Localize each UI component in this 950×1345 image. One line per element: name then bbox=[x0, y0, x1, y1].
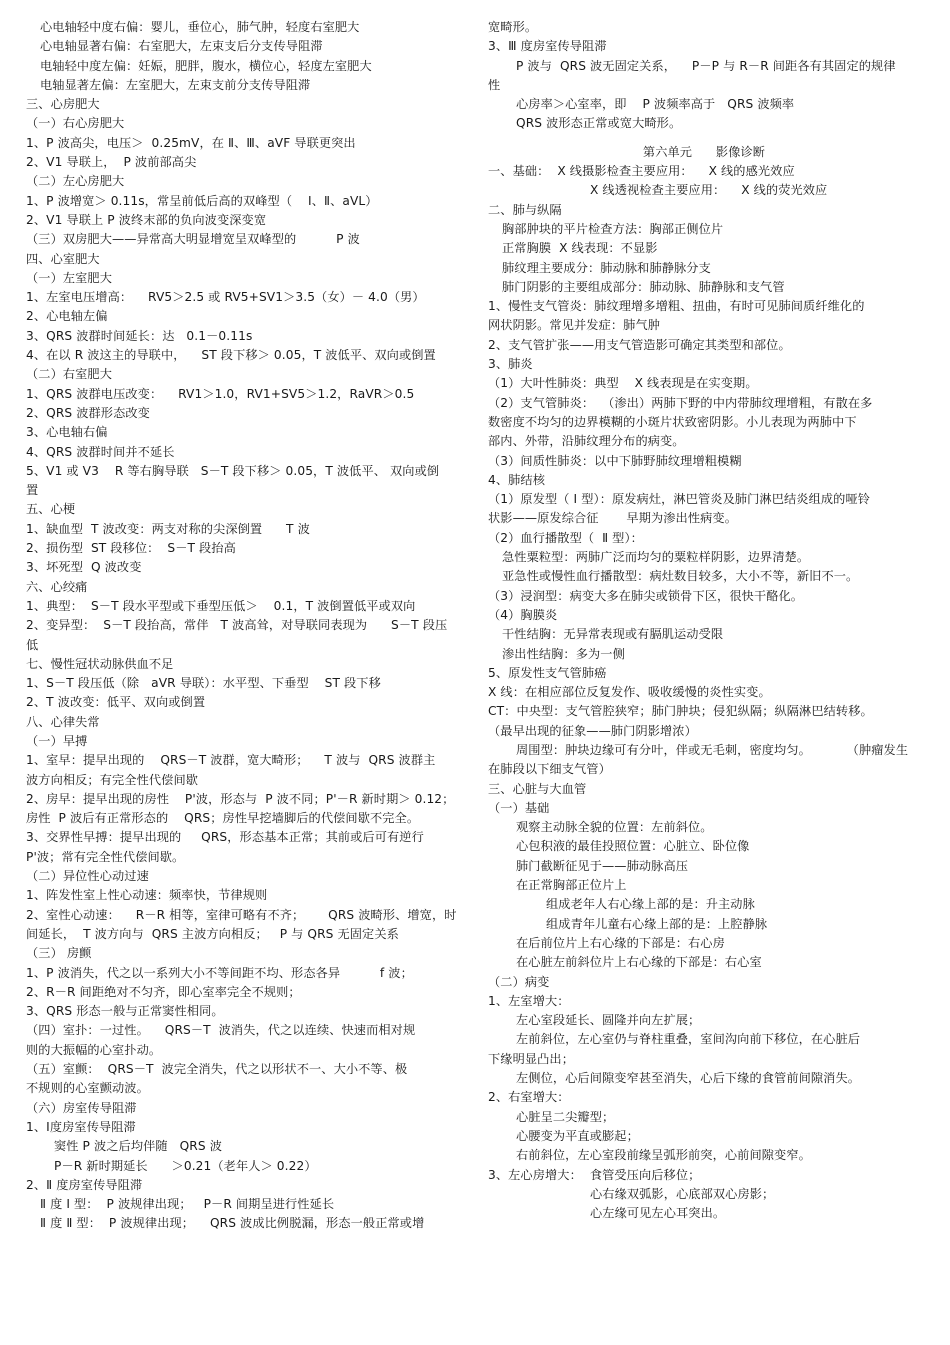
text-line: 3、心电轴右偏 bbox=[26, 425, 108, 440]
text-line: 三、心脏与大血管 bbox=[488, 781, 587, 796]
text-line: 亚急性或慢性血行播散型：病灶数目较多，大小不等，新旧不一。 bbox=[502, 569, 859, 584]
text-line: 4、在以 R 波这主的导联中， ST 段下移＞ 0.05，T 波低平、双向或倒置 bbox=[26, 348, 436, 363]
text-line: 间延长， T 波方向与 QRS 主波方向相反； P 与 QRS 无固定关系 bbox=[26, 926, 399, 941]
text-line: 1、缺血型 T 波改变：两支对称的尖深倒置 T 波 bbox=[26, 521, 310, 536]
text-line: 状影——原发综合征 早期为渗出性病变。 bbox=[488, 511, 737, 526]
text-line: 左侧位，心后间隙变窄甚至消失，心后下缘的食管前间隙消失。 bbox=[516, 1071, 861, 1086]
text-line: 电轴轻中度左偏：妊娠，肥胖，腹水，横位心，轻度左室肥大 bbox=[40, 58, 372, 73]
text-line: 2、变异型： S－T 段抬高，常伴 T 波高耸，对导联同表现为 S－T 段压 bbox=[26, 618, 448, 633]
text-line: （一）早搏 bbox=[26, 733, 88, 748]
text-line: 电轴显著左偏：左室肥大，左束支前分支传导阻滞 bbox=[40, 77, 311, 92]
text-line: （三） 房颤 bbox=[26, 946, 92, 961]
text-line: 1、阵发性室上性心动速：频率快，节律规则 bbox=[26, 888, 268, 903]
text-line: 部内、外带，沿肺纹理分布的病变。 bbox=[488, 434, 685, 449]
text-line: （二）右室肥大 bbox=[26, 367, 113, 382]
text-line: 1、Ⅰ度房室传导阻滞 bbox=[26, 1119, 136, 1134]
text-line: 心脏呈二尖瓣型； bbox=[516, 1109, 615, 1124]
text-line: QRS 波形态正常或宽大畸形。 bbox=[516, 116, 682, 131]
text-line: 数密度不均匀的边界模糊的小斑片状致密阴影。小儿表现为两肺中下 bbox=[488, 414, 857, 429]
text-line: P'波；常有完全性代偿间歇。 bbox=[26, 849, 185, 864]
text-line: 心腰变为平直或膨起； bbox=[516, 1128, 639, 1143]
text-line: （2）支气管肺炎： （渗出）两肺下野的中内带肺纹理增粗，有散在多 bbox=[488, 395, 873, 410]
text-line: （一）基础 bbox=[488, 800, 550, 815]
text-line: （最早出现的征象——肺门阴影增浓） bbox=[488, 723, 697, 738]
text-line: （二）病变 bbox=[488, 974, 550, 989]
text-line: 不规则的心室颤动波。 bbox=[26, 1081, 149, 1096]
text-line: 1、左室增大： bbox=[488, 993, 570, 1008]
text-line: 肺门阴影的主要组成部分：肺动脉、肺静脉和支气管 bbox=[502, 279, 785, 294]
text-line: 2、QRS 波群形态改变 bbox=[26, 405, 150, 420]
text-line: 渗出性结胸：多为一侧 bbox=[502, 646, 625, 661]
text-line: 四、心室肥大 bbox=[26, 251, 100, 266]
text-line: CT：中央型：支气管腔狭窄；肺门肿块；侵犯纵隔；纵隔淋巴结转移。 bbox=[488, 704, 873, 719]
text-line: 心右缘双弧影，心底部双心房影； bbox=[590, 1186, 775, 1201]
text-line: 2、损伤型 ST 段移位： S－T 段抬高 bbox=[26, 541, 236, 556]
text-line: 网状阴影。常见并发症：肺气肿 bbox=[488, 318, 661, 333]
text-line: 正常胸膜 X 线表现：不显影 bbox=[502, 241, 658, 256]
text-line: 肺纹理主要成分：肺动脉和肺静脉分支 bbox=[502, 260, 711, 275]
text-line: 七、慢性冠状动脉供血不足 bbox=[26, 656, 174, 671]
text-line: 在肺段以下细支气管） bbox=[488, 762, 611, 777]
text-line: 房性 P 波后有正常形态的 QRS；房性早挖墙脚后的代偿间歇不完全。 bbox=[26, 811, 420, 826]
text-line: （六）房室传导阻滞 bbox=[26, 1100, 137, 1115]
text-line: 左心室段延长、圆隆并向左扩展； bbox=[516, 1013, 701, 1028]
text-line: 性 bbox=[488, 77, 501, 92]
text-line: 5、V1 或 V3 R 等右胸导联 S－T 段下移＞ 0.05，T 波低平、 双向或倒 bbox=[26, 463, 440, 478]
text-line: 2、右室增大： bbox=[488, 1090, 570, 1105]
text-line: 2、支气管扩张——用支气管造影可确定其类型和部位。 bbox=[488, 337, 791, 352]
text-line: 在心脏左前斜位片上右心缘的下部是：右心室 bbox=[516, 955, 762, 970]
text-line: 2、室性心动速： R－R 相等，室律可略有不齐； QRS 波畸形、增宽，时 bbox=[26, 907, 457, 922]
text-line: 1、S－T 段压低（除 aVR 导联）：水平型、下垂型 ST 段下移 bbox=[26, 676, 381, 691]
text-line: 三、心房肥大 bbox=[26, 97, 100, 112]
text-line: （1）大叶性肺炎：典型 X 线表现是在实变期。 bbox=[488, 376, 758, 391]
text-line: 胸部肿块的平片检查方法：胸部正侧位片 bbox=[502, 221, 724, 236]
text-line: 3、交界性早搏：提早出现的 QRS，形态基本正常；其前或后可有逆行 bbox=[26, 830, 424, 845]
text-line: 下缘明显凸出； bbox=[488, 1051, 575, 1066]
text-line: 八、心律失常 bbox=[26, 714, 100, 729]
text-line: 1、QRS 波群电压改变： RV1＞1.0，RV1+SV5＞1.2，RaVR＞0.5 bbox=[26, 386, 415, 401]
text-line: 心电轴显著右偏：右室肥大，左束支后分支传导阻滞 bbox=[40, 39, 323, 54]
text-line: X 线透视检查主要应用： X 线的荧光效应 bbox=[590, 183, 828, 198]
text-line: 4、肺结核 bbox=[488, 472, 546, 487]
text-line: 1、P 波增宽＞ 0.11s，常呈前低后高的双峰型（ Ⅰ、Ⅱ、aVL） bbox=[26, 193, 378, 208]
text-line: 1、左室电压增高： RV5＞2.5 或 RV5+SV1＞3.5（女）－ 4.0（男） bbox=[26, 290, 425, 305]
text-line: 1、典型： S－T 段水平型或下垂型压低＞ 0.1，T 波倒置低平或双向 bbox=[26, 598, 416, 613]
text-line: 3、QRS 波群时间延长：达 0.1－0.11s bbox=[26, 328, 253, 343]
text-line: （一）右心房肥大 bbox=[26, 116, 125, 131]
text-line: 急性粟粒型：两肺广泛而均匀的粟粒样阴影，边界清楚。 bbox=[502, 550, 810, 565]
text-line: 低 bbox=[26, 637, 39, 652]
text-line: 2、房早：提早出现的房性 P'波，形态与 P 波不同；P'－R 新时期＞ 0.12； bbox=[26, 791, 455, 806]
text-line: 二、肺与纵隔 bbox=[488, 202, 562, 217]
text-line: 在后前位片上右心缘的下部是：右心房 bbox=[516, 935, 725, 950]
text-line: 3、Ⅲ 度房室传导阻滞 bbox=[488, 39, 607, 54]
text-line: （二）左心房肥大 bbox=[26, 174, 125, 189]
left-column bbox=[26, 18, 466, 1234]
text-line: 置 bbox=[26, 483, 39, 498]
text-line: 1、P 波消失，代之以一系列大小不等间距不均、形态各异 f 波； bbox=[26, 965, 413, 980]
text-line: （四）室扑：一过性。 QRS－T 波消失，代之以连续、快速而相对规 bbox=[26, 1023, 416, 1038]
text-line: 2、Ⅱ 度房室传导阻滞 bbox=[26, 1177, 143, 1192]
text-line: Ⅱ 度 Ⅱ 型： P 波规律出现； QRS 波成比例脱漏，形态一般正常或增 bbox=[40, 1216, 425, 1231]
text-line: 2、V1 导联上， P 波前部高尖 bbox=[26, 155, 197, 170]
text-line bbox=[488, 134, 920, 143]
text-line: 观察主动脉全貌的位置：左前斜位。 bbox=[516, 820, 713, 835]
text-line: 2、心电轴左偏 bbox=[26, 309, 108, 324]
text-line: 在正常胸部正位片上 bbox=[516, 878, 627, 893]
text-line: 肺门截断征见于——肺动脉高压 bbox=[516, 858, 689, 873]
text-line: 2、T 波改变：低平、双向或倒置 bbox=[26, 695, 206, 710]
text-line: X 线：在相应部位反复发作、吸收缓慢的炎性实变。 bbox=[488, 685, 771, 700]
text-line: P－R 新时期延长 ＞0.21（老年人＞ 0.22） bbox=[54, 1158, 317, 1173]
text-line: 3、左心房增大： 食管受压向后移位； bbox=[488, 1167, 701, 1182]
text-line: 窦性 P 波之后均伴随 QRS 波 bbox=[54, 1139, 222, 1154]
text-line: 5、原发性支气管肺癌 bbox=[488, 665, 607, 680]
text-line: 2、R－R 间距绝对不匀齐，即心室率完全不规则； bbox=[26, 984, 301, 999]
text-line: 组成青年儿童右心缘上部的是：上腔静脉 bbox=[546, 916, 768, 931]
text-line: 五、心梗 bbox=[26, 502, 76, 517]
text-line: 第六单元 影像诊断 bbox=[642, 144, 766, 159]
text-line: 左前斜位，左心室仍与脊柱重叠，室间沟向前下移位，在心脏后 bbox=[516, 1032, 861, 1047]
text-line: 4、QRS 波群时间并不延长 bbox=[26, 444, 175, 459]
text-line: 六、心绞痛 bbox=[26, 579, 88, 594]
text-line: 3、QRS 形态一般与正常窦性相同。 bbox=[26, 1004, 224, 1019]
text-line: 1、室早：提早出现的 QRS－T 波群，宽大畸形； T 波与 QRS 波群主 bbox=[26, 753, 436, 768]
text-line: 干性结胸：无异常表现或有膈肌运动受限 bbox=[502, 627, 724, 642]
text-line: （二）异位性心动过速 bbox=[26, 869, 149, 884]
text-line: 3、肺炎 bbox=[488, 357, 533, 372]
text-line: 则的大振幅的心室扑动。 bbox=[26, 1042, 162, 1057]
text-line: 1、慢性支气管炎：肺纹理增多增粗、扭曲，有时可见肺间质纤维化的 bbox=[488, 299, 865, 314]
text-line: （五）室颤： QRS－T 波完全消失，代之以形状不一、大小不等、极 bbox=[26, 1062, 408, 1077]
text-line: 3、坏死型 Q 波改变 bbox=[26, 560, 142, 575]
text-line: （2）血行播散型（ Ⅱ 型）： bbox=[488, 530, 643, 545]
text-line: 周围型：肿块边缘可有分叶，伴或无毛刺，密度均匀。 （肿瘤发生 bbox=[516, 742, 909, 757]
text-line: 心包积液的最佳投照位置：心脏立、卧位像 bbox=[516, 839, 750, 854]
text-line: P 波与 QRS 波无固定关系， P－P 与 R－R 间距各有其固定的规律 bbox=[516, 58, 896, 73]
text-line: Ⅱ 度 Ⅰ 型： P 波规律出现； P－R 间期呈进行性延长 bbox=[40, 1197, 335, 1212]
text-line: 心左缘可见左心耳突出。 bbox=[590, 1206, 726, 1221]
text-line: 组成老年人右心缘上部的是：升主动脉 bbox=[546, 897, 755, 912]
text-line: 波方向相反；有完全性代偿间歇 bbox=[26, 772, 199, 787]
text-line: （三）双房肥大——异常高大明显增宽呈双峰型的 P 波 bbox=[26, 232, 360, 247]
text-line: （1）原发型（ Ⅰ 型）：原发病灶，淋巴管炎及肺门淋巴结炎组成的哑铃 bbox=[488, 492, 871, 507]
text-line: 右前斜位，左心室段前缘呈弧形前突，心前间隙变窄。 bbox=[516, 1148, 811, 1163]
text-line: （一）左室肥大 bbox=[26, 270, 113, 285]
text-line: 心房率＞心室率，即 P 波频率高于 QRS 波频率 bbox=[516, 97, 795, 112]
text-line: 一、基础： X 线摄影检查主要应用： X 线的感光效应 bbox=[488, 164, 795, 179]
text-line: 心电轴轻中度右偏：婴儿，垂位心，肺气肿，轻度右室肥大 bbox=[40, 20, 360, 34]
text-line: 宽畸形。 bbox=[488, 20, 538, 34]
text-line: 2、V1 导联上 P 波终末部的负向波变深变宽 bbox=[26, 212, 267, 227]
text-line: 1、P 波高尖，电压＞ 0.25mV，在 Ⅱ、Ⅲ、aVF 导联更突出 bbox=[26, 135, 356, 150]
text-line: （4）胸膜炎 bbox=[488, 607, 558, 622]
right-column bbox=[488, 18, 920, 1223]
text-line: （3）浸润型：病变大多在肺尖或锁骨下区，很快干酪化。 bbox=[488, 588, 804, 603]
text-line: （3）间质性肺炎：以中下肺野肺纹理增粗模糊 bbox=[488, 453, 742, 468]
